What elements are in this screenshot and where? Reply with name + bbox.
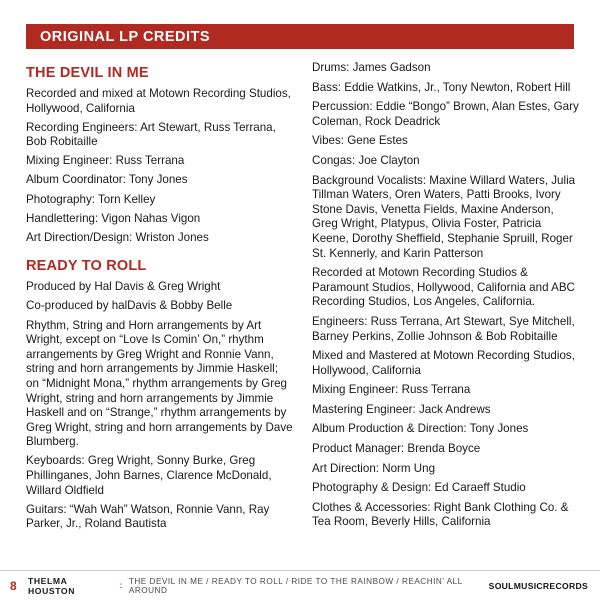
credit-line: Bass: Eddie Watkins, Jr., Tony Newton, Robert Hill — [312, 80, 571, 94]
page-footer — [0, 570, 600, 600]
left-column — [26, 61, 294, 536]
right-column — [312, 61, 580, 536]
credit-line: Album Production & Direction: Tony Jones — [312, 422, 529, 436]
credit-line: Recorded at Motown Recording Studios & Paramount Studios, Hollywood, California and ABC Recording Studios, Los Angeles, California. — [312, 266, 575, 309]
footer-credits — [28, 576, 489, 596]
credit-line: Background Vocalists: Maxine Willard Waters, Julia Tillman Waters, Oren Waters, Patti Brooks, Ivory Stone Davis, Venetta Fields, Maxine Anderson, Greg Wright, Platypus, Olivia Foster, Patricia Keene, Dorothy Sheffield, Stephanie Spruill, Roger St. Kennerly, and Karin Patterson — [312, 173, 576, 260]
credit-line: Photography: Torn Kelley — [26, 192, 156, 206]
credit-line: Mixed and Mastered at Motown Recording Studios, Hollywood, California — [312, 349, 575, 377]
credit-line: Mixing Engineer: Russ Terrana — [26, 154, 185, 168]
credit-line: Art Direction/Design: Wriston Jones — [26, 230, 209, 244]
footer-separator: : — [119, 581, 123, 590]
credit-line: Art Direction: Norm Ung — [312, 461, 436, 475]
section-title-devil-in-me: THE DEVIL IN ME — [26, 65, 149, 81]
credit-line: Congas: Joe Clayton — [312, 153, 420, 167]
credit-line: Mixing Engineer: Russ Terrana — [312, 383, 471, 397]
credit-line: Handlettering: Vigon Nahas Vigon — [26, 211, 201, 225]
credit-line: Guitars: “Wah Wah” Watson, Ronnie Vann, Ray Parker, Jr., Roland Bautista — [26, 502, 270, 531]
credit-line: Engineers: Russ Terrana, Art Stewart, Sye Mitchell, Barney Perkins, Zollie Johnson & Bob Robitaille — [312, 314, 575, 343]
page-number: 8 — [10, 578, 17, 593]
credit-line: Drums: James Gadson — [312, 61, 431, 74]
credit-line: Keyboards: Greg Wright, Sonny Burke, Greg Phillinganes, John Barnes, Clarence McDonald, Willard Oldfield — [26, 454, 272, 497]
credit-line: Recorded and mixed at Motown Recording Studios, Hollywood, California — [26, 87, 291, 115]
credit-line: Percussion: Eddie “Bongo” Brown, Alan Estes, Gary Coleman, Rock Deadrick — [312, 100, 579, 128]
credit-line: Recording Engineers: Art Stewart, Russ Terrana, Bob Robitaille — [26, 120, 276, 149]
credit-line: Album Coordinator: Tony Jones — [26, 173, 188, 187]
credits-banner — [26, 24, 574, 49]
footer-label-brand: SOULMUSICRECORDS — [488, 580, 588, 591]
footer-track-titles: THE DEVIL IN ME / READY TO ROLL / RIDE TO THE RAINBOW / REACHIN’ ALL AROUND — [128, 576, 463, 595]
credit-line: Product Manager: Brenda Boyce — [312, 442, 481, 456]
footer-artist: THELMA HOUSTON — [28, 575, 76, 596]
credits-columns — [26, 61, 579, 536]
credit-line: Co-produced by halDavis & Bobby Belle — [26, 299, 233, 313]
credit-line: Clothes & Accessories: Right Bank Clothing Co. & Tea Room, Beverly Hills, California — [312, 500, 569, 529]
credit-line: Mastering Engineer: Jack Andrews — [312, 402, 491, 416]
credit-line: Vibes: Gene Estes — [312, 134, 408, 148]
credit-line: Produced by Hal Davis & Greg Wright — [26, 280, 221, 294]
credit-line: Photography & Design: Ed Caraeff Studio — [312, 481, 526, 495]
banner-title: ORIGINAL LP CREDITS — [40, 28, 211, 45]
section-title-ready-to-roll: READY TO ROLL — [26, 258, 147, 275]
credit-line: Rhythm, String and Horn arrangements by Art Wright, except on “Love Is Comin’ On,” rhythm arrangements by Greg Wright and Ronnie Vann, string and horn arrangements by Jimmie Haskell; on “Midnight Mona,” rhythm arrangements by Greg Wright, string and horn arrangements by Jimmie Haskell and on “Strange,” rhythm arrangements by Greg Wright, string and horn arrangements by Dave Blumberg. — [26, 318, 293, 449]
